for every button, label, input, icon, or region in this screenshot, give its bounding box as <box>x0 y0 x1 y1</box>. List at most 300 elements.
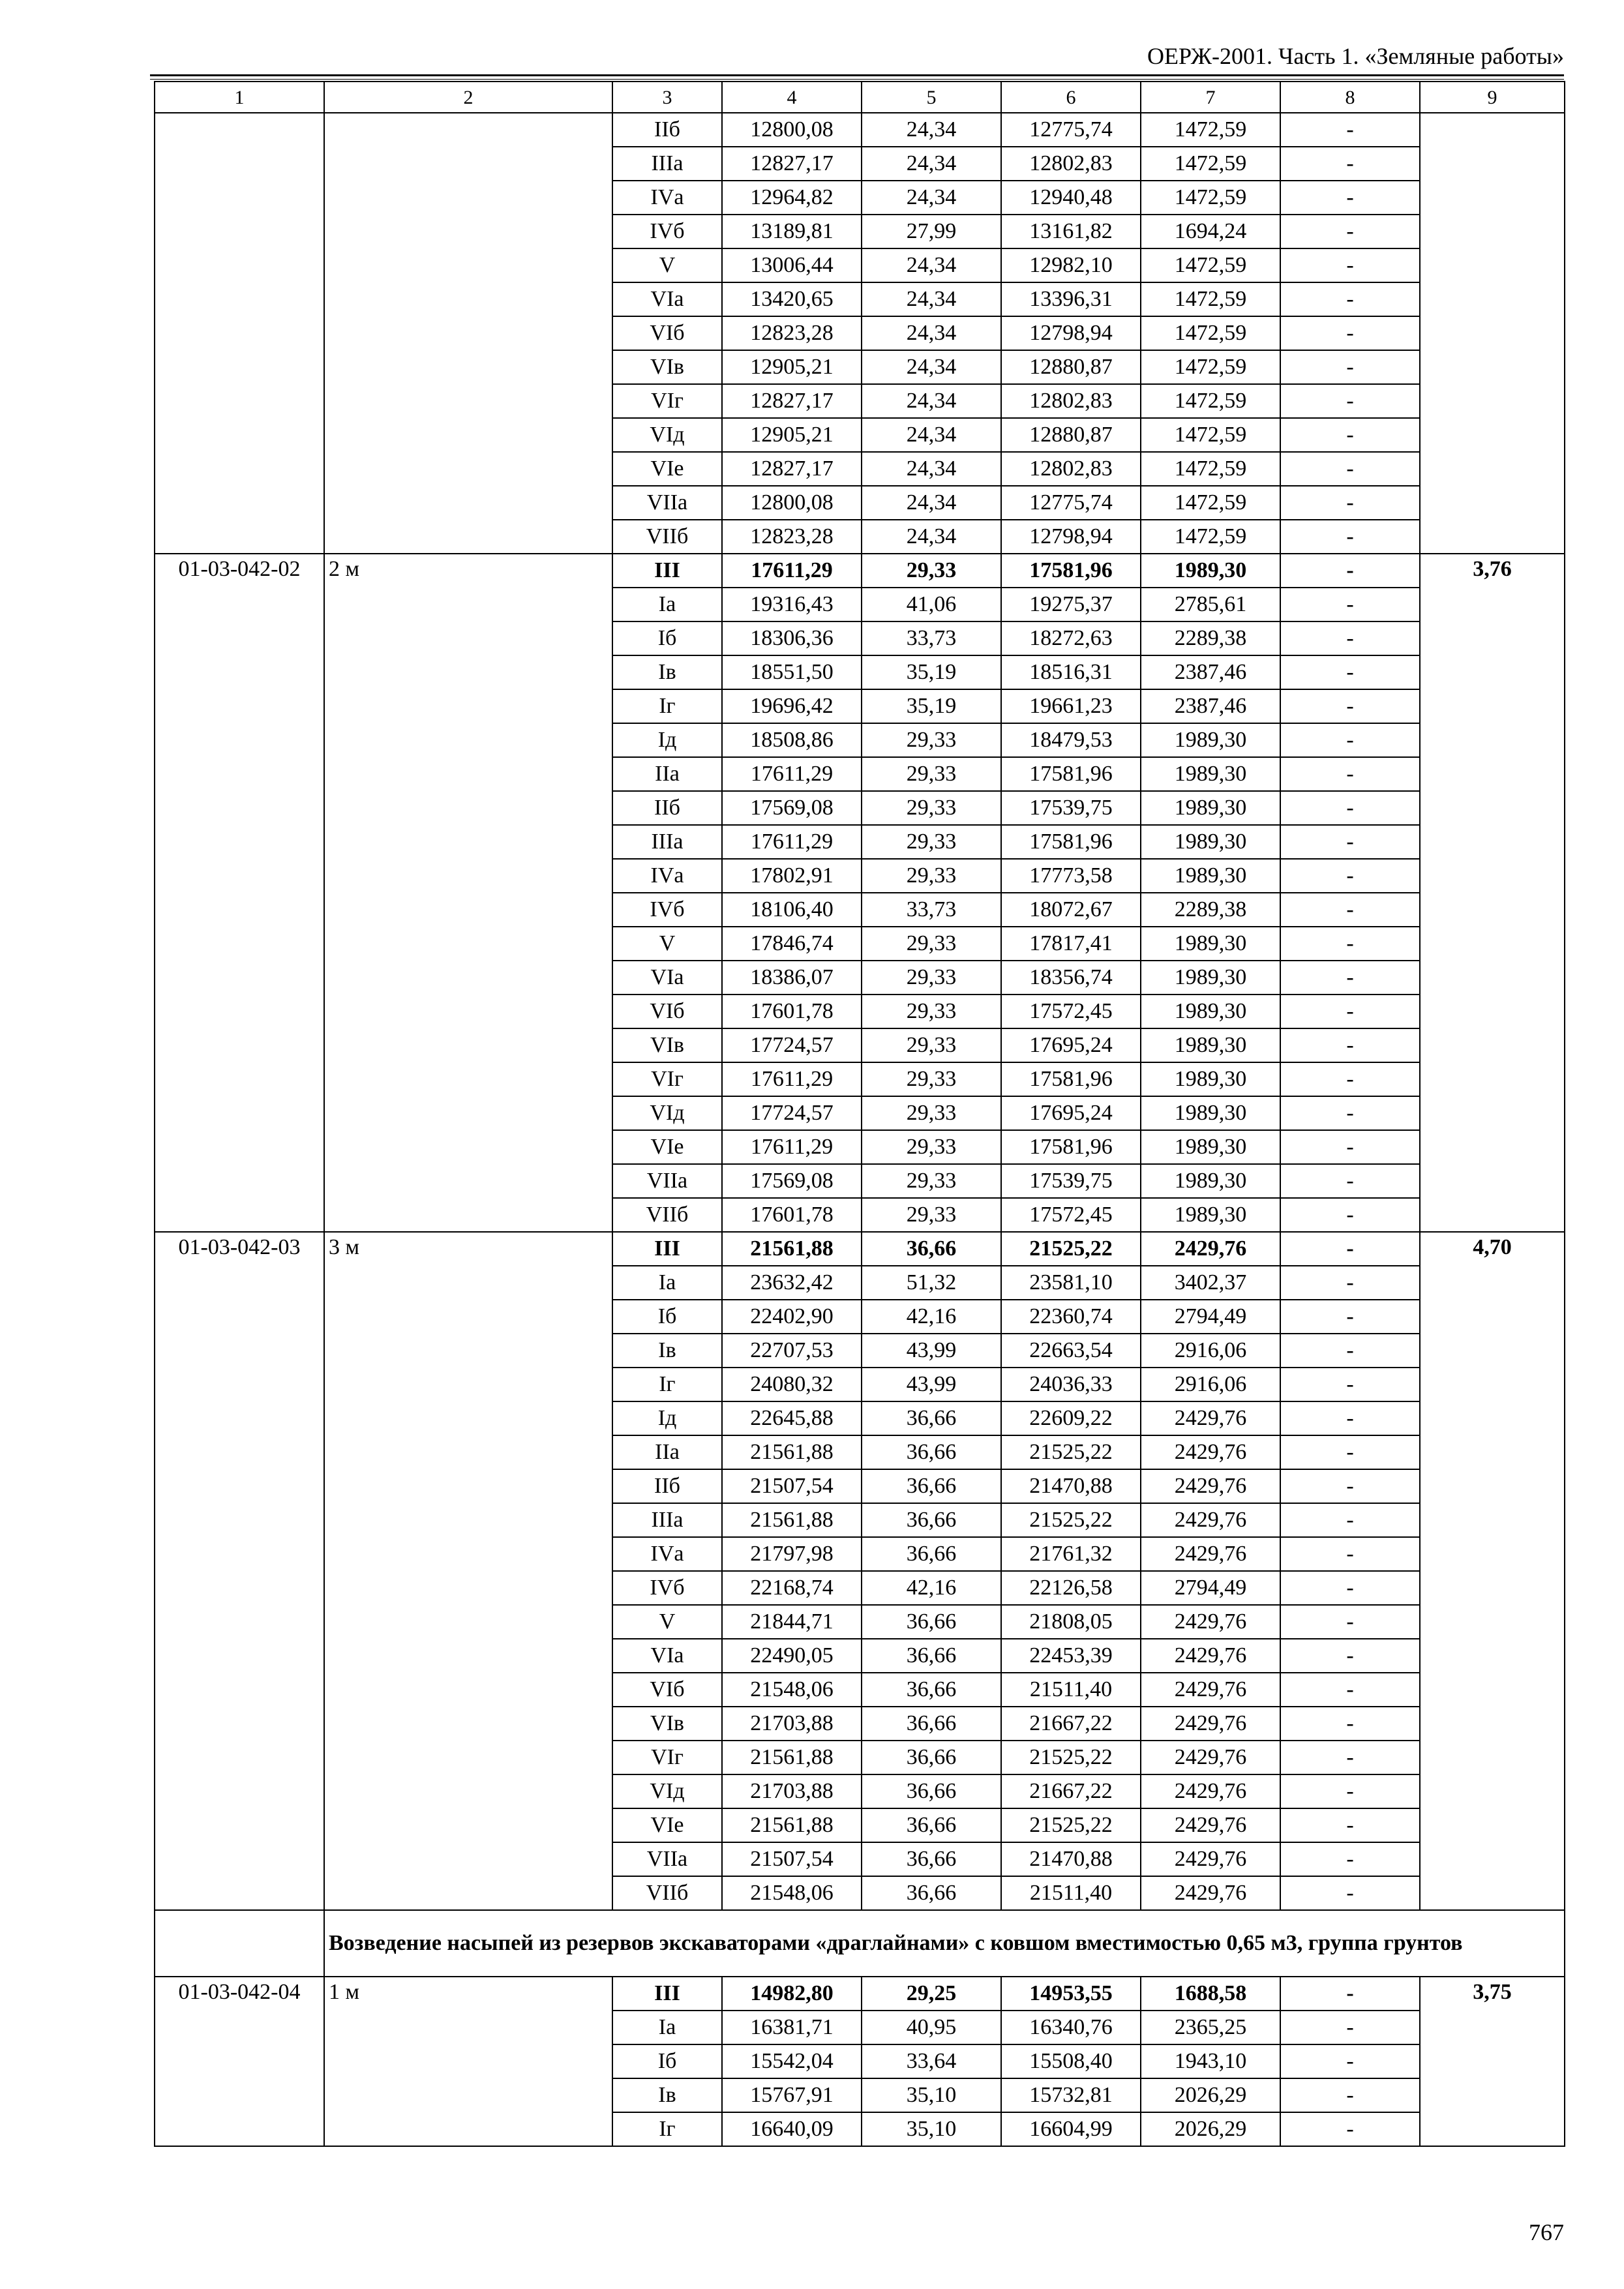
table-cell: - <box>1280 825 1420 859</box>
table-cell: - <box>1280 2078 1420 2112</box>
table-cell: VIе <box>612 452 722 486</box>
table-cell: 29,33 <box>862 1096 1001 1130</box>
table-cell: 1989,30 <box>1141 554 1280 588</box>
table-cell: 2387,46 <box>1141 655 1280 689</box>
table-cell: 29,25 <box>862 1977 1001 2011</box>
table-cell: 17581,96 <box>1001 757 1141 791</box>
table-cell: 21667,22 <box>1001 1774 1141 1808</box>
table-cell: VIIб <box>612 520 722 554</box>
table-cell: 36,66 <box>862 1232 1001 1266</box>
table-cell: 22402,90 <box>722 1300 862 1334</box>
table-cell: Iв <box>612 1334 722 1368</box>
table-cell: 19661,23 <box>1001 689 1141 723</box>
section-heading: Возведение насыпей из резервов экскаваторами «драглайнами» с ковшом вместимостью 0,65 м3, группа грунтов <box>324 1910 1565 1977</box>
table-cell: 51,32 <box>862 1266 1001 1300</box>
column-number: 9 <box>1420 82 1565 113</box>
table-cell: IVа <box>612 181 722 215</box>
table-cell: 12940,48 <box>1001 181 1141 215</box>
rate-code: 01-03-042-04 <box>155 1977 324 2146</box>
table-cell: - <box>1280 1537 1420 1571</box>
labor-cost-value <box>1420 113 1565 554</box>
table-cell: 12775,74 <box>1001 486 1141 520</box>
table-cell: 1989,30 <box>1141 757 1280 791</box>
table-cell: 15732,81 <box>1001 2078 1141 2112</box>
column-number: 4 <box>722 82 862 113</box>
table-cell: - <box>1280 1673 1420 1707</box>
table-cell: - <box>1280 181 1420 215</box>
table-cell: 2429,76 <box>1141 1605 1280 1639</box>
table-cell: 2429,76 <box>1141 1503 1280 1537</box>
table-cell: VIе <box>612 1130 722 1164</box>
table-cell: 1694,24 <box>1141 215 1280 248</box>
table-cell: 1472,59 <box>1141 520 1280 554</box>
table-cell: III <box>612 554 722 588</box>
table-cell: 24,34 <box>862 282 1001 316</box>
table-cell: 12798,94 <box>1001 316 1141 350</box>
table-cell: 17846,74 <box>722 927 862 961</box>
table-cell: 33,64 <box>862 2044 1001 2078</box>
table-cell: Iа <box>612 2011 722 2044</box>
table-cell: 43,99 <box>862 1368 1001 1401</box>
table-cell: 22663,54 <box>1001 1334 1141 1368</box>
table-cell: 35,10 <box>862 2078 1001 2112</box>
table-cell: 16340,76 <box>1001 2011 1141 2044</box>
header-rule-thin <box>150 79 1564 80</box>
table-cell: 1989,30 <box>1141 995 1280 1028</box>
table-cell: 2429,76 <box>1141 1808 1280 1842</box>
table-cell: - <box>1280 1605 1420 1639</box>
table-cell: 17601,78 <box>722 995 862 1028</box>
table-cell: 2429,76 <box>1141 1232 1280 1266</box>
table-cell: 12964,82 <box>722 181 862 215</box>
table-cell: - <box>1280 588 1420 621</box>
table-cell: 22453,39 <box>1001 1639 1141 1673</box>
table-cell: 40,95 <box>862 2011 1001 2044</box>
table-cell: 29,33 <box>862 825 1001 859</box>
table-row <box>155 1977 1565 2011</box>
table-cell: 1989,30 <box>1141 1028 1280 1062</box>
table-cell: 1989,30 <box>1141 1130 1280 1164</box>
table-cell: III <box>612 1977 722 2011</box>
table-cell: 24,34 <box>862 113 1001 147</box>
table-cell: 22126,58 <box>1001 1571 1141 1605</box>
table-cell: 12802,83 <box>1001 147 1141 181</box>
table-cell: 2785,61 <box>1141 588 1280 621</box>
table-cell: 18072,67 <box>1001 893 1141 927</box>
table-row <box>155 113 1565 147</box>
table-cell: - <box>1280 859 1420 893</box>
table-cell: - <box>1280 282 1420 316</box>
table-cell: 29,33 <box>862 1062 1001 1096</box>
table-cell: 24080,32 <box>722 1368 862 1401</box>
column-number: 2 <box>324 82 612 113</box>
table-cell: 2026,29 <box>1141 2078 1280 2112</box>
table-cell: 2429,76 <box>1141 1537 1280 1571</box>
table-cell: 17695,24 <box>1001 1096 1141 1130</box>
table-cell: 1688,58 <box>1141 1977 1280 2011</box>
table-cell: 18479,53 <box>1001 723 1141 757</box>
table-cell: 21507,54 <box>722 1469 862 1503</box>
table-cell: - <box>1280 791 1420 825</box>
table-cell: 3402,37 <box>1141 1266 1280 1300</box>
table-cell: 22645,88 <box>722 1401 862 1435</box>
table-cell: - <box>1280 215 1420 248</box>
table-cell: IVб <box>612 1571 722 1605</box>
table-cell: - <box>1280 1741 1420 1774</box>
table-cell: 18386,07 <box>722 961 862 995</box>
table-cell: 21561,88 <box>722 1503 862 1537</box>
table-cell: 21525,22 <box>1001 1503 1141 1537</box>
table-cell: 2916,06 <box>1141 1368 1280 1401</box>
table-cell: - <box>1280 248 1420 282</box>
table-cell: 18516,31 <box>1001 655 1141 689</box>
table-cell: VIIб <box>612 1876 722 1910</box>
table-cell: - <box>1280 1842 1420 1876</box>
table-cell: 21470,88 <box>1001 1842 1141 1876</box>
table-cell: V <box>612 248 722 282</box>
table-cell: 17601,78 <box>722 1198 862 1232</box>
table-cell: - <box>1280 350 1420 384</box>
rate-description: 1 м <box>324 1977 612 2146</box>
table-cell: 33,73 <box>862 621 1001 655</box>
table-cell: - <box>1280 1808 1420 1842</box>
table-cell: 2429,76 <box>1141 1774 1280 1808</box>
table-cell: - <box>1280 927 1420 961</box>
table-cell: 2429,76 <box>1141 1741 1280 1774</box>
table-cell: 17539,75 <box>1001 791 1141 825</box>
table-cell: 18551,50 <box>722 655 862 689</box>
table-cell: 2429,76 <box>1141 1401 1280 1435</box>
table-cell: 24,34 <box>862 452 1001 486</box>
table-cell: - <box>1280 2011 1420 2044</box>
table-cell: - <box>1280 961 1420 995</box>
table-cell: 13006,44 <box>722 248 862 282</box>
column-number: 5 <box>862 82 1001 113</box>
table-cell: 36,66 <box>862 1774 1001 1808</box>
table-cell: 43,99 <box>862 1334 1001 1368</box>
table-cell: 42,16 <box>862 1300 1001 1334</box>
table-cell: 29,33 <box>862 927 1001 961</box>
table-cell: 27,99 <box>862 215 1001 248</box>
table-cell: VIг <box>612 1062 722 1096</box>
table-cell: V <box>612 927 722 961</box>
table-cell: 17572,45 <box>1001 995 1141 1028</box>
table-cell: - <box>1280 621 1420 655</box>
table-cell: 29,33 <box>862 1164 1001 1198</box>
table-cell: 22490,05 <box>722 1639 862 1673</box>
table-cell: 21703,88 <box>722 1774 862 1808</box>
table-cell: IVб <box>612 215 722 248</box>
rate-code <box>155 113 324 554</box>
table-cell: 14953,55 <box>1001 1977 1141 2011</box>
table-cell: Iд <box>612 723 722 757</box>
column-number: 8 <box>1280 82 1420 113</box>
table-cell: 15767,91 <box>722 2078 862 2112</box>
table-cell: 12880,87 <box>1001 418 1141 452</box>
table-cell: 29,33 <box>862 1028 1001 1062</box>
table-cell: - <box>1280 113 1420 147</box>
table-cell: - <box>1280 147 1420 181</box>
table-cell: 17611,29 <box>722 554 862 588</box>
table-cell: Iв <box>612 655 722 689</box>
table-cell: 21797,98 <box>722 1537 862 1571</box>
table-cell: 13420,65 <box>722 282 862 316</box>
table-cell: 12880,87 <box>1001 350 1141 384</box>
table-cell: - <box>1280 1096 1420 1130</box>
table-cell: 1472,59 <box>1141 418 1280 452</box>
table-cell: 1989,30 <box>1141 825 1280 859</box>
table-cell: 17611,29 <box>722 825 862 859</box>
table-cell: 2794,49 <box>1141 1300 1280 1334</box>
table-cell: 42,16 <box>862 1571 1001 1605</box>
table-cell: 36,66 <box>862 1503 1001 1537</box>
table-cell: VIIб <box>612 1198 722 1232</box>
table-cell: - <box>1280 2112 1420 2146</box>
table-cell: 22707,53 <box>722 1334 862 1368</box>
table-cell: 16640,09 <box>722 2112 862 2146</box>
table-cell: - <box>1280 757 1420 791</box>
table-cell: 23581,10 <box>1001 1266 1141 1300</box>
table-cell: 36,66 <box>862 1401 1001 1435</box>
column-number: 7 <box>1141 82 1280 113</box>
table-cell: 12905,21 <box>722 350 862 384</box>
table-cell: 19316,43 <box>722 588 862 621</box>
table-cell: - <box>1280 1977 1420 2011</box>
table-cell: 23632,42 <box>722 1266 862 1300</box>
table-cell: 18272,63 <box>1001 621 1141 655</box>
table-cell: 1989,30 <box>1141 1164 1280 1198</box>
table-cell: 24,34 <box>862 350 1001 384</box>
table-cell: 17581,96 <box>1001 554 1141 588</box>
table-cell: 36,66 <box>862 1876 1001 1910</box>
table-cell: 24,34 <box>862 248 1001 282</box>
table-cell: 1472,59 <box>1141 316 1280 350</box>
table-cell: 1989,30 <box>1141 1096 1280 1130</box>
table-cell: - <box>1280 1130 1420 1164</box>
table-cell: IVб <box>612 893 722 927</box>
rate-code: 01-03-042-02 <box>155 554 324 1232</box>
table-cell: - <box>1280 486 1420 520</box>
table-cell: 1472,59 <box>1141 113 1280 147</box>
table-cell: 21525,22 <box>1001 1741 1141 1774</box>
table-cell: Iв <box>612 2078 722 2112</box>
table-cell: 29,33 <box>862 1130 1001 1164</box>
table-cell: 24,34 <box>862 520 1001 554</box>
table-cell: 21808,05 <box>1001 1605 1141 1639</box>
table-cell: 36,66 <box>862 1707 1001 1741</box>
column-number: 6 <box>1001 82 1141 113</box>
table-cell: IVа <box>612 1537 722 1571</box>
table-cell: 18106,40 <box>722 893 862 927</box>
table-cell: - <box>1280 1774 1420 1808</box>
table-cell: 36,66 <box>862 1605 1001 1639</box>
table-cell: - <box>1280 452 1420 486</box>
page-number: 767 <box>1529 2219 1564 2245</box>
table-cell: 17569,08 <box>722 791 862 825</box>
table-cell: VIа <box>612 961 722 995</box>
table-cell: IIб <box>612 791 722 825</box>
table-cell: 1472,59 <box>1141 147 1280 181</box>
table-cell: VIв <box>612 1028 722 1062</box>
table-cell: 36,66 <box>862 1537 1001 1571</box>
table-cell: 41,06 <box>862 588 1001 621</box>
labor-cost-value: 4,70 <box>1420 1232 1565 1910</box>
table-cell: 21561,88 <box>722 1741 862 1774</box>
table-cell: - <box>1280 1435 1420 1469</box>
table-cell: 24,34 <box>862 486 1001 520</box>
table-cell: 12802,83 <box>1001 384 1141 418</box>
table-cell: 22168,74 <box>722 1571 862 1605</box>
table-cell: 29,33 <box>862 995 1001 1028</box>
table-cell: 17581,96 <box>1001 1062 1141 1096</box>
table-cell: 29,33 <box>862 1198 1001 1232</box>
table-cell: 15542,04 <box>722 2044 862 2078</box>
table-cell: IVа <box>612 859 722 893</box>
table-cell: 1989,30 <box>1141 927 1280 961</box>
table-cell: 22609,22 <box>1001 1401 1141 1435</box>
table-cell: 18508,86 <box>722 723 862 757</box>
table-cell: - <box>1280 316 1420 350</box>
table-cell: 17695,24 <box>1001 1028 1141 1062</box>
table-cell: 29,33 <box>862 961 1001 995</box>
table-cell: 29,33 <box>862 757 1001 791</box>
running-header: ОЕРЖ-2001. Часть 1. «Земляные работы» <box>1147 43 1564 69</box>
table-cell: 35,10 <box>862 2112 1001 2146</box>
table-cell: 2916,06 <box>1141 1334 1280 1368</box>
table-cell: 17611,29 <box>722 1062 862 1096</box>
table-cell: 1472,59 <box>1141 282 1280 316</box>
table-cell: 21548,06 <box>722 1876 862 1910</box>
table-cell: 13396,31 <box>1001 282 1141 316</box>
table-cell: 29,33 <box>862 791 1001 825</box>
table-cell: VIг <box>612 1741 722 1774</box>
table-cell: - <box>1280 1707 1420 1741</box>
column-number: 1 <box>155 82 324 113</box>
table-cell: 17569,08 <box>722 1164 862 1198</box>
table-cell: 16381,71 <box>722 2011 862 2044</box>
table-cell: Iг <box>612 689 722 723</box>
column-number: 3 <box>612 82 722 113</box>
table-cell: VIIа <box>612 1164 722 1198</box>
table-cell: Iб <box>612 1300 722 1334</box>
table-cell: 12798,94 <box>1001 520 1141 554</box>
table-cell: 17802,91 <box>722 859 862 893</box>
table-cell: 2289,38 <box>1141 621 1280 655</box>
table-cell: 1989,30 <box>1141 723 1280 757</box>
table-cell: 36,66 <box>862 1673 1001 1707</box>
table-cell: - <box>1280 554 1420 588</box>
section-empty-cell <box>155 1910 324 1977</box>
table-cell: VIа <box>612 282 722 316</box>
table-cell: 35,19 <box>862 689 1001 723</box>
rate-code: 01-03-042-03 <box>155 1232 324 1910</box>
table-cell: 24,34 <box>862 147 1001 181</box>
table-cell: 1989,30 <box>1141 961 1280 995</box>
table-cell: - <box>1280 1232 1420 1266</box>
table-cell: IIа <box>612 1435 722 1469</box>
table-cell: 24,34 <box>862 181 1001 215</box>
table-cell: - <box>1280 1062 1420 1096</box>
table-cell: Iа <box>612 1266 722 1300</box>
table-cell: 24,34 <box>862 384 1001 418</box>
table-cell: - <box>1280 520 1420 554</box>
table-cell: 21470,88 <box>1001 1469 1141 1503</box>
table-cell: - <box>1280 1164 1420 1198</box>
table-cell: - <box>1280 1401 1420 1435</box>
table-cell: 17611,29 <box>722 757 862 791</box>
table-cell: VIд <box>612 1096 722 1130</box>
table-cell: 17572,45 <box>1001 1198 1141 1232</box>
table-cell: - <box>1280 1571 1420 1605</box>
table-cell: 12827,17 <box>722 384 862 418</box>
table-cell: 19696,42 <box>722 689 862 723</box>
table-cell: Iб <box>612 621 722 655</box>
table-cell: 17724,57 <box>722 1028 862 1062</box>
table-cell: - <box>1280 1300 1420 1334</box>
rate-description: 2 м <box>324 554 612 1232</box>
table-cell: 1472,59 <box>1141 181 1280 215</box>
table-cell: VIб <box>612 1673 722 1707</box>
table-cell: 1472,59 <box>1141 384 1280 418</box>
table-cell: 12823,28 <box>722 316 862 350</box>
table-cell: VIе <box>612 1808 722 1842</box>
table-cell: 21511,40 <box>1001 1876 1141 1910</box>
table-cell: 17581,96 <box>1001 825 1141 859</box>
table-cell: 2429,76 <box>1141 1639 1280 1673</box>
table-cell: 2429,76 <box>1141 1673 1280 1707</box>
table-cell: - <box>1280 1028 1420 1062</box>
table-cell: VIб <box>612 995 722 1028</box>
table-cell: 2365,25 <box>1141 2011 1280 2044</box>
table-cell: - <box>1280 1334 1420 1368</box>
table-cell: 12775,74 <box>1001 113 1141 147</box>
table-cell: 1989,30 <box>1141 859 1280 893</box>
table-cell: - <box>1280 689 1420 723</box>
table-cell: 2429,76 <box>1141 1707 1280 1741</box>
table-cell: 21561,88 <box>722 1808 862 1842</box>
table-cell: VIа <box>612 1639 722 1673</box>
table-cell: 24036,33 <box>1001 1368 1141 1401</box>
table-cell: 36,66 <box>862 1639 1001 1673</box>
table-cell: 36,66 <box>862 1842 1001 1876</box>
table-cell: 12800,08 <box>722 113 862 147</box>
table-cell: VIIа <box>612 1842 722 1876</box>
table-cell: 22360,74 <box>1001 1300 1141 1334</box>
table-cell: VIг <box>612 384 722 418</box>
table-cell: 14982,80 <box>722 1977 862 2011</box>
table-cell: VIб <box>612 316 722 350</box>
table-cell: 1472,59 <box>1141 486 1280 520</box>
table-cell: 29,33 <box>862 859 1001 893</box>
table-cell: 2289,38 <box>1141 893 1280 927</box>
table-cell: IIIа <box>612 147 722 181</box>
table-cell: 29,33 <box>862 554 1001 588</box>
table-cell: 2026,29 <box>1141 2112 1280 2146</box>
table-cell: 2387,46 <box>1141 689 1280 723</box>
table-cell: 2794,49 <box>1141 1571 1280 1605</box>
table-cell: 16604,99 <box>1001 2112 1141 2146</box>
table-cell: 1989,30 <box>1141 1198 1280 1232</box>
table-cell: 1989,30 <box>1141 791 1280 825</box>
table-cell: 2429,76 <box>1141 1435 1280 1469</box>
table-cell: VIIа <box>612 486 722 520</box>
section-heading-row <box>155 1910 1565 1977</box>
table-cell: 21507,54 <box>722 1842 862 1876</box>
table-cell: - <box>1280 2044 1420 2078</box>
table-cell: - <box>1280 995 1420 1028</box>
table-cell: 21667,22 <box>1001 1707 1141 1741</box>
table-cell: 19275,37 <box>1001 588 1141 621</box>
